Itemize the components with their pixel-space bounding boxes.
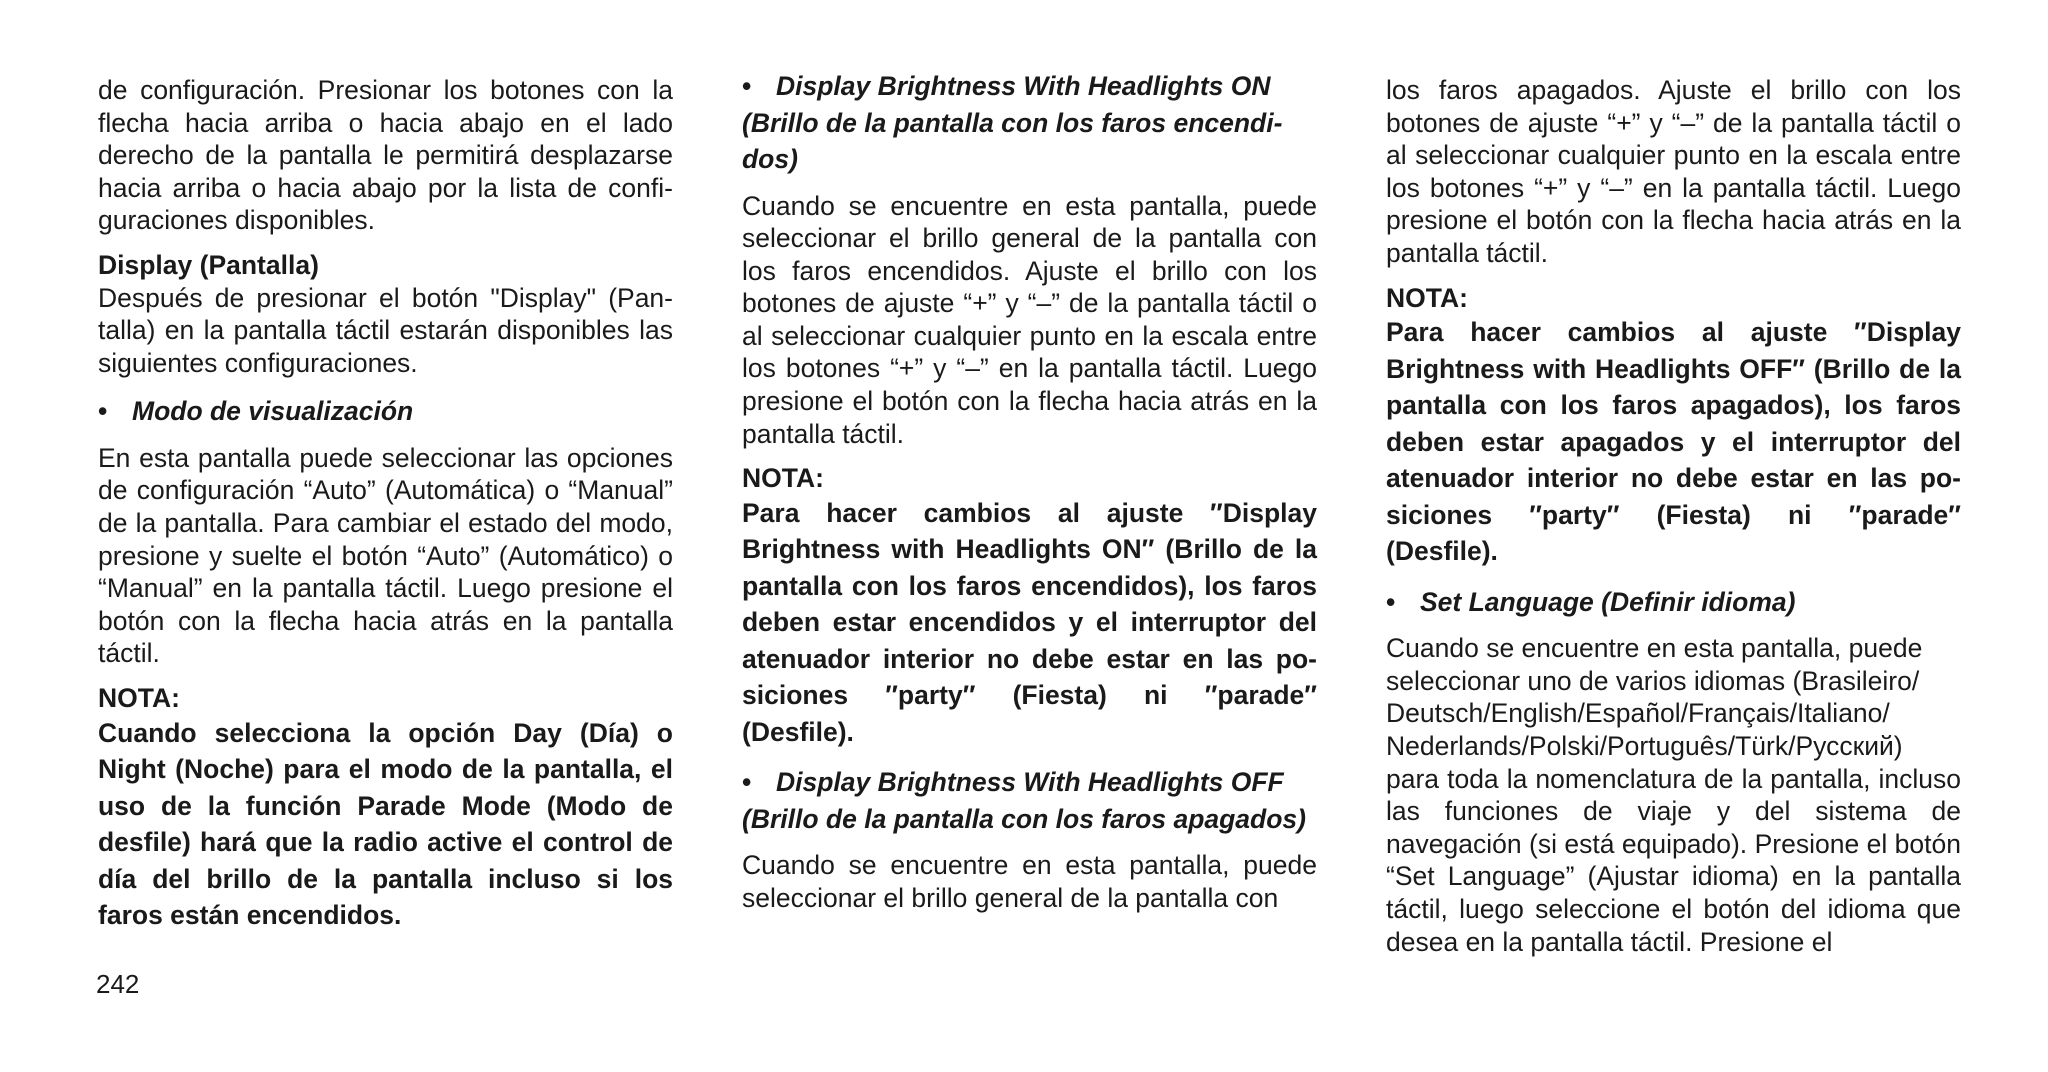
bullet-headlights-off: [742, 764, 1317, 837]
paragraph-language-line-1: Cuando se encuentre en esta pantalla, puede seleccionar uno de varios idiomas (Brasileiro/: [1386, 633, 1923, 696]
bullet-dot-icon: •: [1386, 586, 1396, 617]
bullet-dot-icon: •: [742, 767, 752, 798]
nota-body: Para hacer cambios al ajuste ″Display Brightness with Headlights OFF″ (Brillo de la pantalla con los faros apagados), los faros deben estar apagados y el interruptor del atenuador interior no debe estar en las posiciones ″party″ (Fiesta) ni ″parade″ (Desfile).: [1386, 317, 1961, 567]
bullet-dot-icon: •: [98, 396, 108, 427]
bullet-label: Display Brightness With Headlights OFF (Brillo de la pantalla con los faros apagados): [742, 767, 1306, 834]
bullet-label: Modo de visualización: [132, 396, 414, 427]
column-middle: [742, 71, 1317, 915]
paragraph-headlights-off: Cuando se encuentre en esta pantalla, puede seleccionar el brillo general de la pantalla con: [742, 850, 1317, 913]
section-heading-display: Display (Pantalla): [98, 249, 319, 280]
column-right: [1386, 74, 1961, 958]
paragraph-modo: En esta pantalla puede seleccionar las opciones de configuración “Auto” (Automática) o “Manual” de la pantalla. Para cambiar el estado del modo, presione y suelte el botón “Auto” (Automático) o “Manual” en la pantalla táctil. Luego presione el botón con la flecha hacia atrás en la pantalla táctil.: [98, 442, 673, 669]
paragraph-intro: de configuración. Presionar los botones con la flecha hacia arriba o hacia abajo en el lado derecho de la pantalla le permitirá desplazarse hacia arriba o hacia abajo por la lista de configuraciones disponibles.: [98, 75, 673, 236]
paragraph-display: Después de presionar el botón "Display" (Pantalla) en la pantalla táctil estarán disponibles las siguientes configuraciones.: [98, 282, 673, 378]
column-left: [98, 74, 673, 934]
nota-body: Para hacer cambios al ajuste ″Display Brightness with Headlights ON″ (Brillo de la pantalla con los faros encendidos), los faros deben estar encendidos y el interruptor del atenuador interior no debe estar en las posiciones ″party″ (Fiesta) ni ″parade″ (Desfile).: [742, 497, 1317, 747]
nota-label: NOTA:: [1386, 282, 1468, 313]
nota-label: NOTA:: [98, 683, 180, 713]
bullet-label: Set Language (Definir idioma): [1420, 586, 1796, 617]
bullet-dot-icon: •: [742, 71, 752, 101]
nota-label: NOTA:: [742, 463, 824, 494]
bullet-headlights-on: [742, 68, 1317, 178]
bullet-modo-visualizacion: [98, 393, 673, 430]
bullet-label: Display Brightness With Headlights ON (Brillo de la pantalla con los faros encendidos): [742, 71, 1283, 174]
bullet-set-language: [1386, 584, 1961, 621]
nota-body: Cuando selecciona la opción Day (Día) o Night (Noche) para el modo de la pantalla, el uso de la función Parade Mode (Modo de desfile) hará que la radio active el control de día del brillo de la pantalla incluso si los faros están encendidos.: [98, 717, 673, 931]
page-number: 242: [96, 969, 140, 999]
paragraph-language-line-2: Deutsch/English/Español/Français/Italiano/: [1386, 698, 1890, 729]
paragraph-headlights-on: Cuando se encuentre en esta pantalla, puede seleccionar el brillo general de la pantalla con los faros encendidos. Ajuste el brillo con los botones de ajuste “+” y “–” de la pantalla táctil o al seleccionar cualquier punto en la escala entre los botones “+” y “–” en la pantalla táctil. Luego presione el botón con la flecha hacia atrás en la pantalla táctil.: [742, 190, 1317, 449]
paragraph-language-line-4: para toda la nomenclatura de la pantalla, incluso las funciones de viaje y del sistema de navegación (si está equipado). Presione el botón “Set Language” (Ajustar idioma) en la pantalla táctil, luego seleccione el botón del idioma que desea en la pantalla táctil. Presione el: [1386, 763, 1961, 957]
paragraph-language-line-3: Nederlands/Polski/Português/Türk/Русский): [1386, 730, 1903, 761]
paragraph-headlights-off-continued: los faros apagados. Ajuste el brillo con los botones de ajuste “+” y “–” de la pantalla táctil o al seleccionar cualquier punto en la escala entre los botones “+” y “–” en la pantalla táctil. Luego presione el botón con la flecha hacia atrás en la pantalla táctil.: [1386, 75, 1961, 268]
